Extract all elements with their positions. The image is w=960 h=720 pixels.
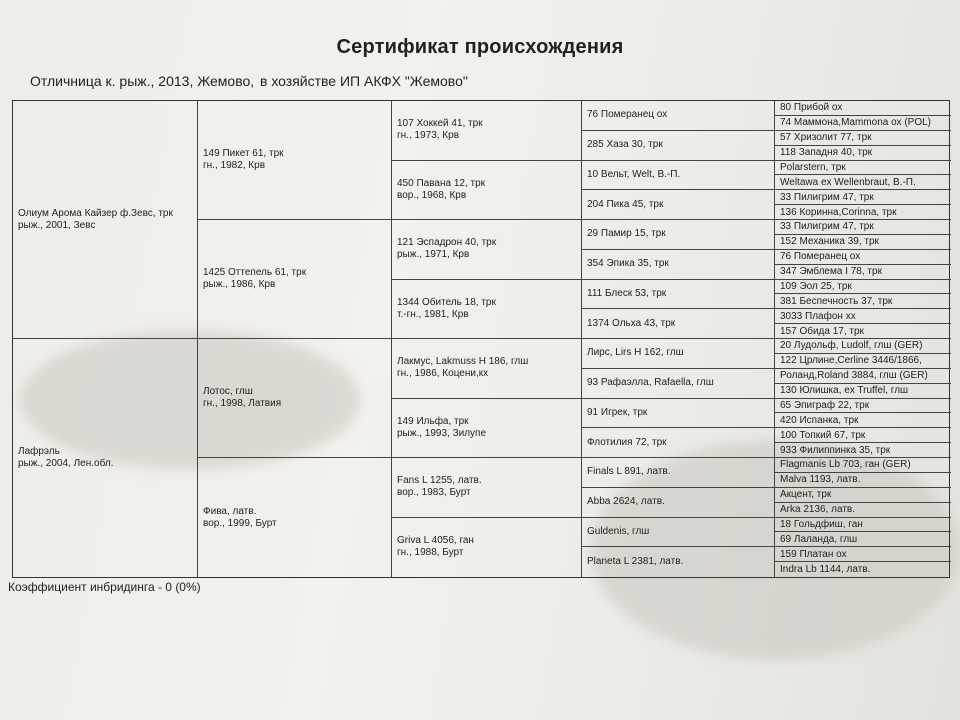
- horse-details: рыж., 1986, Крв: [203, 279, 276, 290]
- pedigree-cell: [392, 220, 582, 280]
- pedigree-cell: [13, 339, 198, 577]
- horse-name: 3033 Плафон хх: [780, 310, 856, 322]
- pedigree-cell: [775, 205, 951, 220]
- horse-details: рыж., 2001, Зевс: [18, 219, 96, 231]
- horse-name: Flagmanis Lb 703, ган (GER): [780, 459, 911, 471]
- pedigree-cell: [775, 146, 951, 161]
- pedigree-cell: [775, 562, 951, 577]
- animal-info: Отличница к. рыж., 2013, Жемово,: [30, 73, 255, 89]
- pedigree-cell: [582, 399, 775, 429]
- pedigree-cell: [392, 339, 582, 399]
- pedigree-cell: [582, 190, 775, 220]
- pedigree-cell: [775, 473, 951, 488]
- pedigree-cell: [582, 458, 775, 488]
- pedigree-cell: [392, 458, 582, 518]
- horse-name: 91 Игрек, трк: [587, 406, 648, 418]
- horse-name: 80 Прибой ох: [780, 102, 843, 114]
- pedigree-cell: [582, 101, 775, 131]
- inbreeding-coefficient: Коэффициент инбридинга - 0 (0%): [8, 580, 201, 594]
- horse-details: гн., 1988, Бурт: [397, 547, 464, 559]
- horse-name: 347 Эмблема I 78, трк: [780, 266, 882, 278]
- pedigree-cell: [775, 324, 951, 339]
- pedigree-cell: [775, 101, 951, 116]
- horse-name: 10 Вельт, Welt, В.-П.: [587, 168, 681, 180]
- pedigree-cell: [582, 369, 775, 399]
- horse-name: Роланд,Roland 3884, глш (GER): [780, 370, 928, 382]
- pedigree-cell: [582, 131, 775, 161]
- pedigree-cell: [392, 101, 582, 161]
- horse-name: 100 Топкий 67, трк: [780, 429, 866, 441]
- horse-details: вор., 1999, Бурт: [203, 517, 277, 529]
- pedigree-cell: [775, 265, 951, 280]
- horse-name: 65 Эпиграф 22, трк: [780, 399, 870, 411]
- pedigree-cell: [198, 458, 392, 577]
- horse-name: 20 Лудольф, Ludolf, глш (GER): [780, 340, 923, 352]
- pedigree-cell: [392, 518, 582, 578]
- pedigree-cell: [392, 280, 582, 340]
- pedigree-cell: [775, 503, 951, 518]
- pedigree-cell: [775, 547, 951, 562]
- pedigree-cell: [582, 220, 775, 250]
- horse-name: 450 Павана 12, трк: [397, 177, 486, 189]
- pedigree-cell: [775, 250, 951, 265]
- horse-name: Fans L 1255, латв.: [397, 475, 482, 487]
- pedigree-cell: [582, 250, 775, 280]
- horse-name: 74 Маммона,Mammona ох (POL): [780, 117, 931, 129]
- pedigree-cell: [582, 280, 775, 310]
- horse-name: Griva L 4056, ган: [397, 535, 474, 547]
- horse-name: Polarstern, трк: [780, 161, 846, 173]
- pedigree-cell: [775, 235, 951, 250]
- pedigree-cell: [582, 518, 775, 548]
- pedigree-cell: [582, 547, 775, 577]
- pedigree-cell: [198, 101, 392, 220]
- pedigree-cell: [198, 339, 392, 458]
- horse-name: Лафрэль: [18, 446, 60, 457]
- horse-name: 152 Механика 39, трк: [780, 236, 879, 248]
- horse-details: вор., 1968, Крв: [397, 189, 467, 201]
- pedigree-cell: [582, 339, 775, 369]
- pedigree-table: [12, 100, 950, 578]
- horse-name: 1344 Обитель 18, трк: [397, 296, 496, 308]
- horse-details: рыж., 1971, Крв: [397, 249, 470, 261]
- pedigree-cell: [582, 309, 775, 339]
- pedigree-cell: [775, 309, 951, 324]
- horse-name: 118 Западня 40, трк: [780, 147, 873, 159]
- horse-name: 29 Памир 15, трк: [587, 228, 666, 240]
- horse-name: Олиум Арома Кайзер ф.Зевс, трк: [18, 207, 173, 219]
- horse-details: рыж., 1993, Зилупе: [397, 427, 487, 439]
- pedigree-cell: [392, 399, 582, 459]
- horse-name: 130 Юлишка, ex Truffel, глш: [780, 385, 909, 397]
- horse-details: гн., 1986, Коцени,кх: [397, 368, 489, 380]
- horse-name: 1374 Ольха 43, трк: [587, 317, 676, 329]
- pedigree-cell: [775, 369, 951, 384]
- pedigree-cell: [775, 443, 951, 458]
- horse-name: 33 Пилигрим 47, трк: [780, 191, 874, 203]
- horse-name: Indra Lb 1144, латв.: [780, 564, 871, 576]
- horse-name: 159 Платан ох: [780, 548, 847, 560]
- horse-name: Arka 2136, латв.: [780, 504, 855, 516]
- horse-name: 157 Обида 17, трк: [780, 325, 864, 337]
- document-title: Сертификат происхождения: [336, 36, 624, 58]
- horse-name: 933 Филиппинка 35, трк: [780, 444, 891, 456]
- horse-name: Guldenis, глш: [587, 525, 650, 537]
- horse-name: 1425 Оттепель 61, трк: [203, 267, 307, 278]
- pedigree-cell: [775, 532, 951, 547]
- horse-name: 204 Пика 45, трк: [587, 198, 664, 210]
- horse-name: 121 Эспадрон 40, трк: [397, 237, 497, 249]
- horse-name: 122 Црлине,Cerline 3446/1866,: [780, 355, 922, 367]
- horse-name: 354 Эпика 35, трк: [587, 258, 669, 270]
- horse-name: Malva 1193, латв.: [780, 474, 861, 486]
- pedigree-cell: [582, 161, 775, 191]
- horse-details: вор., 1983, Бурт: [397, 487, 471, 499]
- horse-details: гн., 1973, Крв: [397, 130, 460, 142]
- horse-name: Planeta L 2381, латв.: [587, 556, 684, 568]
- horse-name: 420 Испанка, трк: [780, 414, 859, 426]
- pedigree-cell: [775, 488, 951, 503]
- horse-name: 149 Ильфа, трк: [397, 415, 469, 427]
- horse-name: Abba 2624, латв.: [587, 496, 665, 508]
- pedigree-cell: [582, 488, 775, 518]
- horse-name: 107 Хоккей 41, трк: [397, 118, 483, 130]
- horse-name: 285 Хаза 30, трк: [587, 139, 663, 151]
- horse-name: 136 Коринна,Corinna, трк: [780, 206, 897, 218]
- horse-name: Флотилия 72, трк: [587, 436, 667, 448]
- pedigree-cell: [775, 190, 951, 205]
- pedigree-cell: [775, 339, 951, 354]
- pedigree-cell: [775, 518, 951, 533]
- horse-name: 18 Гольдфиш, ган: [780, 518, 863, 530]
- pedigree-cell: [392, 161, 582, 221]
- horse-name: 149 Пикет 61, трк: [203, 148, 284, 159]
- pedigree-cell: [775, 399, 951, 414]
- horse-name: 76 Померанец ох: [780, 251, 861, 263]
- pedigree-cell: [198, 220, 392, 339]
- horse-name: 111 Блеск 53, трк: [587, 287, 667, 299]
- horse-details: рыж., 2004, Лен.обл.: [18, 458, 114, 469]
- horse-details: т.-гн., 1981, Крв: [397, 308, 469, 320]
- horse-name: 93 Рафаэлла, Rafaella, глш: [587, 377, 714, 389]
- horse-name: Фива, латв.: [203, 505, 257, 517]
- pedigree-cell: [13, 101, 198, 339]
- pedigree-cell: [775, 131, 951, 146]
- pedigree-cell: [775, 413, 951, 428]
- pedigree-cell: [775, 354, 951, 369]
- horse-name: 381 Беспечность 37, трк: [780, 295, 893, 307]
- pedigree-cell: [775, 280, 951, 295]
- horse-details: гн., 1982, Крв: [203, 160, 266, 171]
- owner-info: в хозяйстве ИП АКФХ "Жемово": [260, 73, 468, 89]
- pedigree-cell: [775, 116, 951, 131]
- horse-name: Weltawa ex Wellenbraut, В.-П.: [780, 176, 916, 188]
- horse-name: 76 Померанец ох: [587, 109, 668, 121]
- horse-name: Лакмус, Lakmuss H 186, глш: [397, 356, 529, 368]
- pedigree-cell: [775, 220, 951, 235]
- horse-name: 33 Пилигрим 47, трк: [780, 221, 874, 233]
- pedigree-cell: [775, 161, 951, 176]
- pedigree-cell: [775, 458, 951, 473]
- pedigree-cell: [775, 384, 951, 399]
- pedigree-cell: [775, 175, 951, 190]
- horse-name: Finals L 891, латв.: [587, 466, 671, 478]
- horse-name: Лирс, Lirs H 162, глш: [587, 347, 684, 359]
- horse-name: Лотос, глш: [203, 386, 253, 397]
- pedigree-cell: [582, 428, 775, 458]
- horse-name: 109 Эол 25, трк: [780, 280, 852, 292]
- pedigree-cell: [775, 428, 951, 443]
- horse-details: гн., 1998, Латвия: [203, 398, 282, 409]
- horse-name: Акцент, трк: [780, 489, 832, 501]
- pedigree-cell: [775, 294, 951, 309]
- horse-name: 69 Лаланда, глш: [780, 533, 858, 545]
- horse-name: 57 Хризолит 77, трк: [780, 132, 872, 144]
